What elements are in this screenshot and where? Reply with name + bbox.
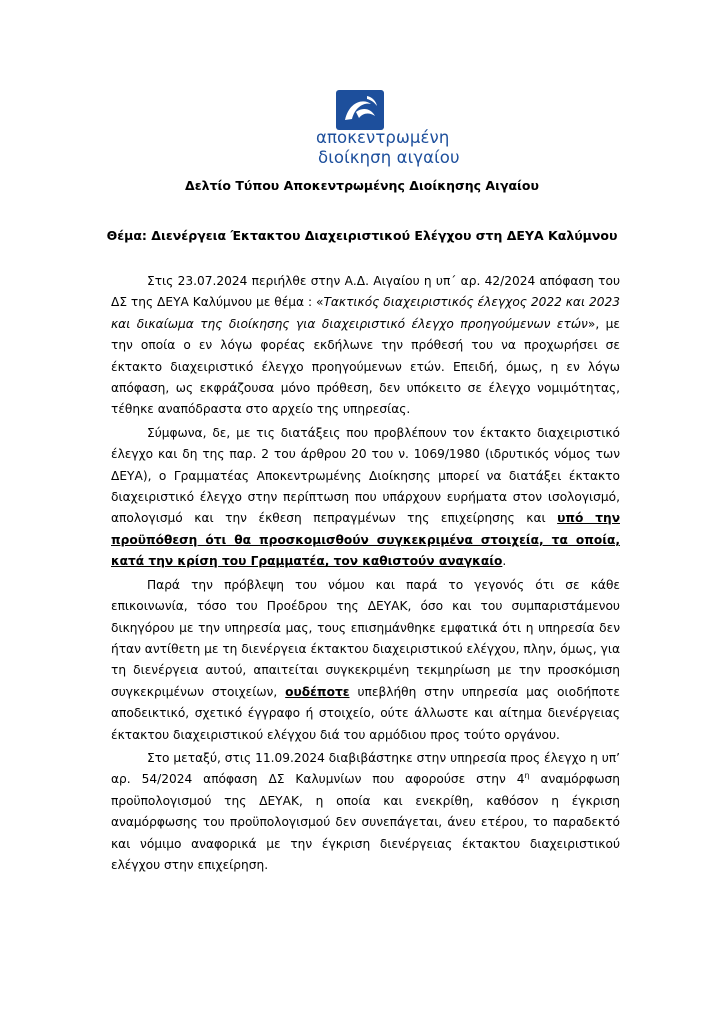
- logo: [316, 90, 460, 170]
- p3-bold-underlined: ουδέποτε: [285, 684, 350, 699]
- p4-superscript: η: [524, 771, 530, 781]
- p1-text-a: Στις 23.07.2024 περιήλθε στην Α.Δ. Αιγαίου η υπ΄ αρ. 42/2024 απόφαση του ΔΣ της ΔΕΥΑ Καλύμνου με θέμα : «: [111, 274, 620, 310]
- logo-text-line2: διοίκηση αιγαίου: [318, 148, 460, 167]
- p1-text-c: », με την οποία ο εν λόγω φορέας εκδήλωνε την πρόθεσή του να προχωρήσει σε έκτακτο διαχειριστικό έλεγχο προηγούμενων ετών. Επειδή, όμως, η εν λόγω απόφαση, ως εκφράζουσα μόνο πρόθεση, δεν υπόκειτο σε έλεγχο νομιμότητας, τέθηκε αναπόδραστα στο αρχείο της υπηρεσίας.: [111, 316, 621, 417]
- document-body: [111, 271, 620, 878]
- paragraph-2: [111, 423, 620, 573]
- logo-mark-icon: [336, 90, 384, 130]
- document-subject: Θέμα: Διενέργεια Έκτακτου Διαχειριστικού Ελέγχου στη ΔΕΥΑ Καλύμνου: [106, 228, 618, 243]
- p4-text-a: Στο μεταξύ, στις 11.09.2024 διαβιβάστηκε στην υπηρεσία προς έλεγχο η υπ’ αρ. 54/2024 απόφαση ΔΣ Καλυμνίων που αφορούσε στην 4: [111, 750, 620, 787]
- p3-text-a: Παρά την πρόβλεψη του νόμου και παρά το γεγονός ότι σε κάθε επικοινωνία, τόσο του Προέδρου της ΔΕΥΑΚ, όσο και του συμπαριστάμενου δικηγόρου με την υπηρεσία μας, τους επισημάνθηκε εμφατικά ότι η υπηρεσία δεν ήταν αντίθετη με τη διενέργεια έκτακτου διαχειριστικού ελέγχου, πλην, όμως, για τη διενέργεια αυτού, απαιτείται συγκεκριμένη τεκμηρίωση με την προσκόμιση συγκεκριμένων στοιχείων,: [111, 577, 620, 699]
- p2-text-a: Σύμφωνα, δε, με τις διατάξεις που προβλέπουν τον έκτακτο διαχειριστικό έλεγχο και δη της παρ. 2 του άρθρου 20 του ν. 1069/1980 (ιδρυτικός νόμος των ΔΕΥΑ), ο Γραμματέας Αποκεντρωμένης Διοίκησης μπορεί να διατάξει έκτακτο διαχειριστικό έλεγχο στην περίπτωση που υπάρχουν ευρήματα στον ισολογισμό, απολογισμό και την έκθεση πεπραγμένων της επιχείρησης και: [111, 425, 620, 526]
- paragraph-3: [111, 575, 620, 746]
- logo-text-line1: αποκεντρωμένη: [316, 128, 450, 147]
- p4-text-c: αναμόρφωση προϋπολογισμού της ΔΕΥΑΚ, η οποία και ενεκρίθη, καθόσον η έγκριση αναμόρφωσης του προϋπολογισμού δεν συνεπάγεται, άνευ ετέρου, το παραδεκτό και νόμιμο αναφορικά με την έγκριση διενέργειας έκτακτου διαχειριστικού ελέγχου στην επιχείρηση.: [111, 772, 620, 872]
- p2-bold-underlined: υπό την προϋπόθεση ότι θα προσκομισθούν συγκεκριμένα στοιχεία, τα οποία, κατά την κρίση του Γραμματέα, τον καθιστούν αναγκαίο: [111, 511, 620, 569]
- document-title: Δελτίο Τύπου Αποκεντρωμένης Διοίκησης Αιγαίου: [185, 178, 539, 193]
- p3-text-c: υπεβλήθη στην υπηρεσία μας οιοδήποτε αποδεικτικό, σχετικό έγγραφο ή στοιχείο, ούτε άλλωστε και αίτημα διενέργειας έκτακτου διαχειριστικού ελέγχου διά του αρμόδιου προς τούτο οργάνου.: [111, 684, 620, 742]
- paragraph-4: [111, 748, 620, 876]
- p2-text-c: .: [502, 554, 507, 569]
- paragraph-1: [111, 271, 620, 421]
- p1-italic-quote: Τακτικός διαχειριστικός έλεγχος 2022 και 2023 και δικαίωμα της διοίκησης για διαχειριστικό έλεγχο προηγούμενων ετών: [111, 295, 620, 331]
